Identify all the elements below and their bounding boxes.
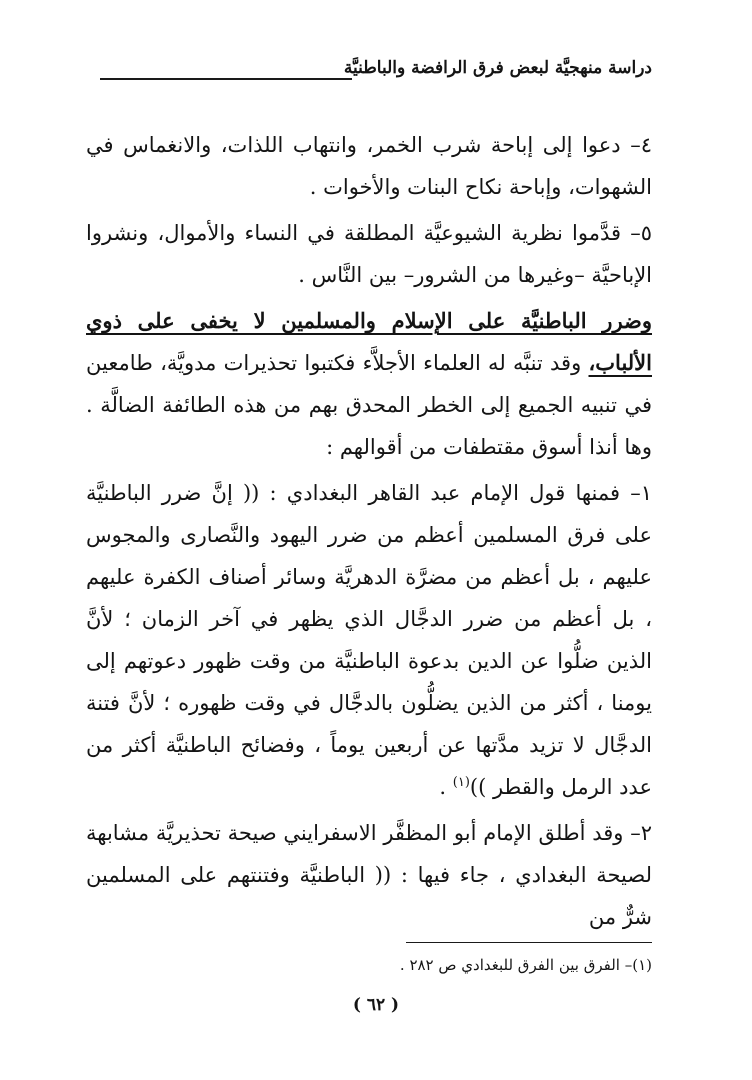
quote-isfarayini: ٢– وقد أطلق الإمام أبو المظفَّر الاسفرايني صيحة تحذيريَّة مشابهة لصيحة البغدادي ، جاء فيها : (( الباطنيَّة وفتنتهم على المسلمين شرٌّ من <box>86 821 652 929</box>
body-text <box>86 124 652 942</box>
quote-baghdadi <box>86 472 652 808</box>
footnote-marker[interactable]: (١) <box>452 775 470 790</box>
paragraph-item-5: ٥– قدَّموا نظرية الشيوعيَّة المطلقة في النساء والأموال، ونشروا الإباحيَّة –وغيرها من الشرور– بين النَّاس . <box>86 221 652 287</box>
header-rule <box>100 78 352 80</box>
paragraph-item-4: ٤– دعوا إلى إباحة شرب الخمر، وانتهاب اللذات، والانغماس في الشهوات، وإباحة نكاح البنات والأخوات . <box>86 133 652 199</box>
page-number: ( ٦٢ ) <box>352 995 400 1015</box>
section-intro <box>86 300 652 468</box>
quote-end-period: . <box>439 775 453 799</box>
page-header <box>100 58 652 94</box>
quote-baghdadi-text: ١– فمنها قول الإمام عبد القاهر البغدادي : (( إنَّ ضرر الباطنيَّة على فرق المسلمين أعظم من ضرر اليهود والنَّصارى والمجوس عليهم ، بل أعظم من مضرَّة الدهريَّة وسائر أصناف الكفرة عليهم ، بل أعظم من ضرر الدجَّال الذي يظهر في آخر الزمان ؛ لأنَّ الذين ضلُّوا عن الدين بدعوة الباطنيَّة من وقت ظهور دعوتهم إلى يومنا ، أكثر من الذين يضلُّون بالدجَّال في وقت ظهوره ؛ لأنَّ فتنة الدجَّال لا تزيد مدَّتها عن أربعين يوماً ، وفضائح الباطنيَّة أكثر من عدد الرمل والقطر )) <box>86 481 652 799</box>
footnote-rule <box>406 942 652 943</box>
running-title: دراسة منهجيَّة لبعض فرق الرافضة والباطنيَّة <box>343 58 652 78</box>
section-heading: وضرر الباطنيَّة على الإسلام والمسلمين لا يخفى على ذوي الألباب، <box>86 308 652 375</box>
footnote: (١)– الفرق بين الفرق للبغدادي ص ٢٨٢ . <box>399 956 652 974</box>
section-intro-text: وقد تنبَّه له العلماء الأجلاَّء فكتبوا تحذيرات مدويَّة، طامعين في تنبيه الجميع إلى الخطر المحدق بهم من هذه الطائفة الضالَّة . وها أنذا أسوق مقتطفات من أقوالهم : <box>86 351 652 459</box>
